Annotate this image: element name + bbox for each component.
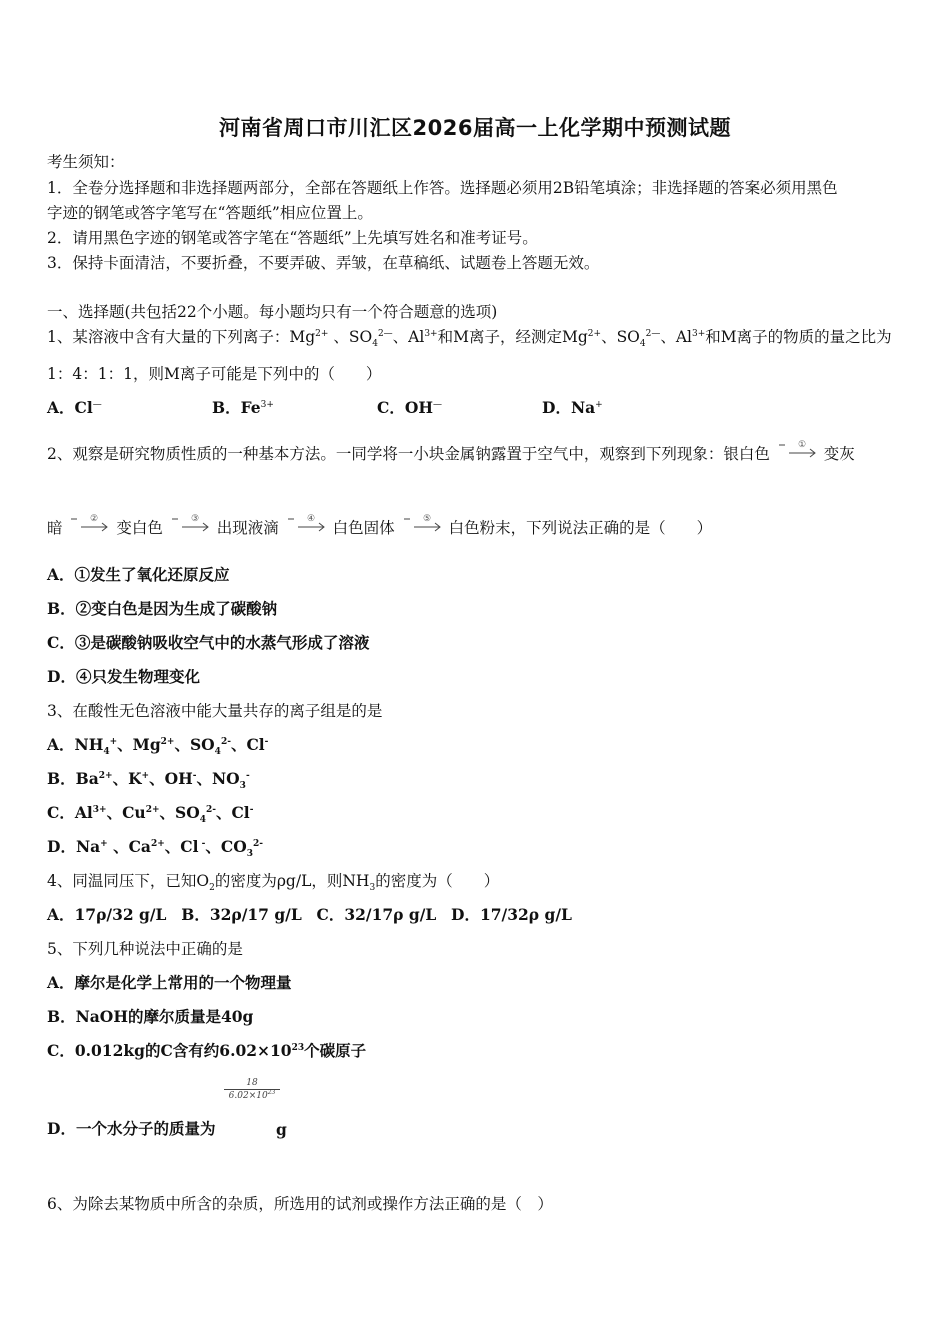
q3-option-d: D．Na+ 、$Ca^{2+}$、Cl -、$CO_3^{2-}$ [47, 837, 264, 860]
q5-option-b: B．NaOH的摩尔质量是40g [47, 1007, 254, 1026]
q2-option-a: A．①发生了氧化还原反应 [47, 565, 230, 584]
q4-option-a: A．17ρ/32 g/L [47, 905, 167, 924]
q4-option-c: C．32/17ρ g/L [316, 905, 437, 924]
question-4-stem: 4、同温同压下，已知$O_2$的密度为ρg/L，则$NH_3$的密度为（ ） [47, 872, 500, 894]
q1-option-a: A．Cl— [47, 398, 102, 417]
question-3-stem: 3、在酸性无色溶液中能大量共存的离子组是的是 [47, 702, 383, 720]
q5-option-d: D．一个水分子的质量为 [47, 1119, 216, 1138]
reaction-arrow-3 [168, 514, 212, 539]
notice-line-2: 字迹的钢笔或答字笔写在“答题纸”相应位置上。 [47, 204, 373, 222]
question-2-stem: 2、观察是研究物质性质的一种基本方法。一同学将一小块金属钠露置于空气中，观察到下列现象：银白色 ① 变灰 [47, 440, 855, 463]
q2-option-d: D．④只发生物理变化 [47, 667, 200, 686]
reaction-arrow-2 [67, 514, 111, 539]
arrow-label-1: ① [797, 440, 806, 450]
arrow-label-3: ③ [190, 514, 199, 524]
notice-heading: 考生须知： [47, 153, 125, 171]
reaction-arrow-4 [284, 514, 328, 539]
q3-option-c: C．$Al^{3+}$、$Cu^{2+}$、$SO_4^{2-}$、Cl- [47, 803, 254, 826]
arrow-label-4: ④ [306, 514, 315, 524]
page-title: 河南省周口市川汇区2026届高一上化学期中预测试题 [219, 116, 731, 140]
notice-line-1: 1．全卷分选择题和非选择题两部分，全部在答题纸上作答。选择题必须用2B铅笔填涂；非选择题的答案必须用黑色 [47, 179, 838, 197]
notice-line-3: 2．请用黑色字迹的钢笔或答字笔在“答题纸”上先填写姓名和准考证号。 [47, 229, 538, 247]
question-1-stem: 1、某溶液中含有大量的下列离子：$Mg^{2+}$ 、$SO_4^{2—}$、$Al^{3+}$和M离子，经测定$Mg^{2+}$、$SO_4^{2—}$、$Al^{3+}$和M离子的物质的量之比为 [47, 328, 892, 350]
arrow-label-2: ② [90, 514, 99, 524]
q3-option-a: A．$NH_4^+$、$Mg^{2+}$、$SO_4^{2-}$、Cl- [47, 735, 269, 758]
reaction-arrow-1 [775, 440, 819, 465]
q5-option-c: C．0.012kg的C含有约$6.02\times 10^{23}$个碳原子 [47, 1041, 367, 1060]
q5-option-d-unit: g [276, 1120, 287, 1139]
notice-line-4: 3．保持卡面清洁，不要折叠，不要弄破、弄皱，在草稿纸、试题卷上答题无效。 [47, 254, 600, 272]
q5-option-a: A．摩尔是化学上常用的一个物理量 [47, 973, 292, 992]
fraction-water-mass: 18 $6.02\times 10^{23}$ [224, 1078, 280, 1101]
reaction-arrow-5 [400, 514, 444, 539]
q4-option-d: D．17/32ρ g/L [451, 905, 572, 924]
q1-option-c: C．OH— [377, 398, 442, 417]
q4-option-b: B．32ρ/17 g/L [181, 905, 302, 924]
q1-option-d: D．Na+ [542, 398, 603, 417]
q4-options [47, 905, 572, 925]
section-heading: 一、选择题(共包括22个小题。每小题均只有一个符合题意的选项) [47, 303, 498, 321]
q1-option-b: B．$Fe^{3+}$ [212, 398, 274, 417]
arrow-label-5: ⑤ [422, 514, 431, 524]
question-5-stem: 5、下列几种说法中正确的是 [47, 940, 243, 958]
q3-option-b: B．$Ba^{2+}$、K+、OH-、$NO_3^-$ [47, 769, 250, 792]
question-1-stem-line-2: 1：4：1：1，则M离子可能是下列中的（ ） [47, 365, 382, 383]
question-6-stem: 6、为除去某物质中所含的杂质，所选用的试剂或操作方法正确的是（ ） [47, 1195, 553, 1213]
q2-option-c: C．③是碳酸钠吸收空气中的水蒸气形成了溶液 [47, 633, 370, 652]
question-2-sequence: 暗 ② 变白色 ③ 出现液滴 ④ 白色固体 ⑤ 白色粉末，下列说法正确的是（ ） [47, 514, 713, 537]
q2-option-b: B．②变白色是因为生成了碳酸钠 [47, 599, 278, 618]
